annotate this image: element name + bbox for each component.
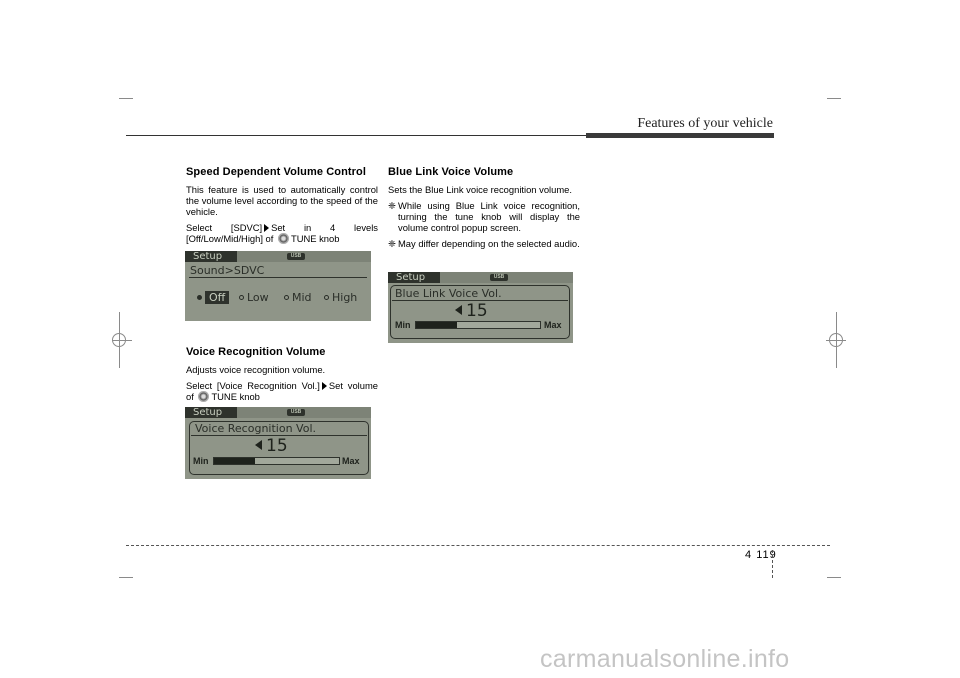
setup-tab: Setup [388, 272, 440, 283]
blue-link-screen [388, 272, 573, 343]
right-column [388, 166, 580, 254]
sdvc-screen [185, 251, 371, 321]
page-separator [772, 550, 773, 578]
radio-icon [324, 295, 329, 300]
crop-mark [119, 577, 133, 578]
screen-divider [189, 277, 367, 278]
volume-bar [415, 321, 541, 329]
sdvc-option-mid [284, 291, 312, 304]
note-mark: ❈ [388, 200, 396, 211]
radio-icon [284, 295, 289, 300]
registration-circle [112, 333, 126, 347]
voice-recognition-instruction [186, 380, 378, 402]
max-label: Max [342, 456, 360, 466]
tune-knob-icon [198, 391, 209, 402]
vr-instruction-mid: Set volume of [186, 380, 378, 402]
blue-link-note [388, 238, 580, 249]
voice-recognition-heading: Voice Recognition Volume [186, 346, 326, 358]
blue-link-note [388, 200, 580, 233]
sdvc-description: This feature is used to automatically control the volume level according to the speed of the vehicle. [186, 184, 378, 217]
crop-mark [119, 98, 133, 99]
usb-badge: USB [287, 409, 305, 416]
volume-bar [213, 457, 340, 465]
crop-mark [827, 98, 841, 99]
sdvc-heading: Speed Dependent Volume Control [186, 166, 367, 178]
voice-recognition-description: Adjusts voice recognition volume. [186, 364, 326, 375]
page-value: 119 [756, 549, 777, 561]
arrow-right-icon [264, 224, 269, 232]
option-label: Off [205, 291, 229, 304]
note-mark: ❈ [388, 238, 396, 249]
voice-recognition-section [186, 346, 378, 407]
min-label: Min [395, 320, 411, 330]
volume-value: 15 [466, 301, 488, 321]
option-label: High [332, 291, 358, 304]
tune-knob-icon [278, 233, 289, 244]
usb-badge: USB [287, 253, 305, 260]
header-bar [586, 133, 774, 138]
registration-circle [829, 333, 843, 347]
sdvc-instruction-mid: Set in 4 levels [Off/Low/Mid/High] of [186, 222, 378, 244]
sdvc-instruction-post: TUNE knob [290, 233, 340, 244]
popup-title: Voice Recognition Vol. [195, 422, 316, 435]
volume-readout [455, 301, 488, 321]
header-rule [126, 135, 586, 136]
watermark: carmanualsonline.info [540, 645, 790, 673]
speaker-icon [255, 440, 262, 450]
note-text: May differ depending on the selected audio. [398, 238, 580, 249]
voice-recognition-screen [185, 407, 371, 479]
volume-readout [255, 436, 288, 456]
min-label: Min [193, 456, 209, 466]
speaker-icon [455, 305, 462, 315]
screen-title: Sound>SDVC [190, 264, 265, 277]
radio-icon [239, 295, 244, 300]
volume-bar-fill [416, 322, 457, 328]
sdvc-instruction [186, 222, 378, 244]
section-title: Features of your vehicle [637, 116, 773, 131]
max-label: Max [544, 320, 562, 330]
radio-icon [197, 295, 202, 300]
sdvc-instruction-pre: Select [SDVC] [186, 222, 263, 233]
sdvc-option-high [324, 291, 357, 304]
volume-bar-fill [214, 458, 255, 464]
blue-link-description: Sets the Blue Link voice recognition volume. [388, 184, 572, 195]
left-column [186, 166, 378, 249]
option-label: Low [247, 291, 269, 304]
sdvc-option-off [197, 291, 229, 304]
blue-link-heading: Blue Link Voice Volume [388, 166, 514, 178]
crop-mark [827, 577, 841, 578]
setup-tab: Setup [185, 251, 237, 262]
setup-tab: Setup [185, 407, 237, 418]
option-label: Mid [292, 291, 312, 304]
footer-rule [126, 545, 830, 546]
arrow-right-icon [322, 382, 327, 390]
sdvc-option-low [239, 291, 269, 304]
note-text: While using Blue Link voice recognition, turning the tune knob will display the volume control popup screen. [398, 200, 580, 233]
vr-instruction-pre: Select [Voice Recognition Vol.] [186, 380, 320, 391]
usb-badge: USB [490, 274, 508, 281]
vr-instruction-post: TUNE knob [211, 391, 260, 402]
chapter-number: 4 [745, 549, 753, 561]
popup-title: Blue Link Voice Vol. [395, 287, 502, 300]
volume-value: 15 [266, 436, 288, 456]
